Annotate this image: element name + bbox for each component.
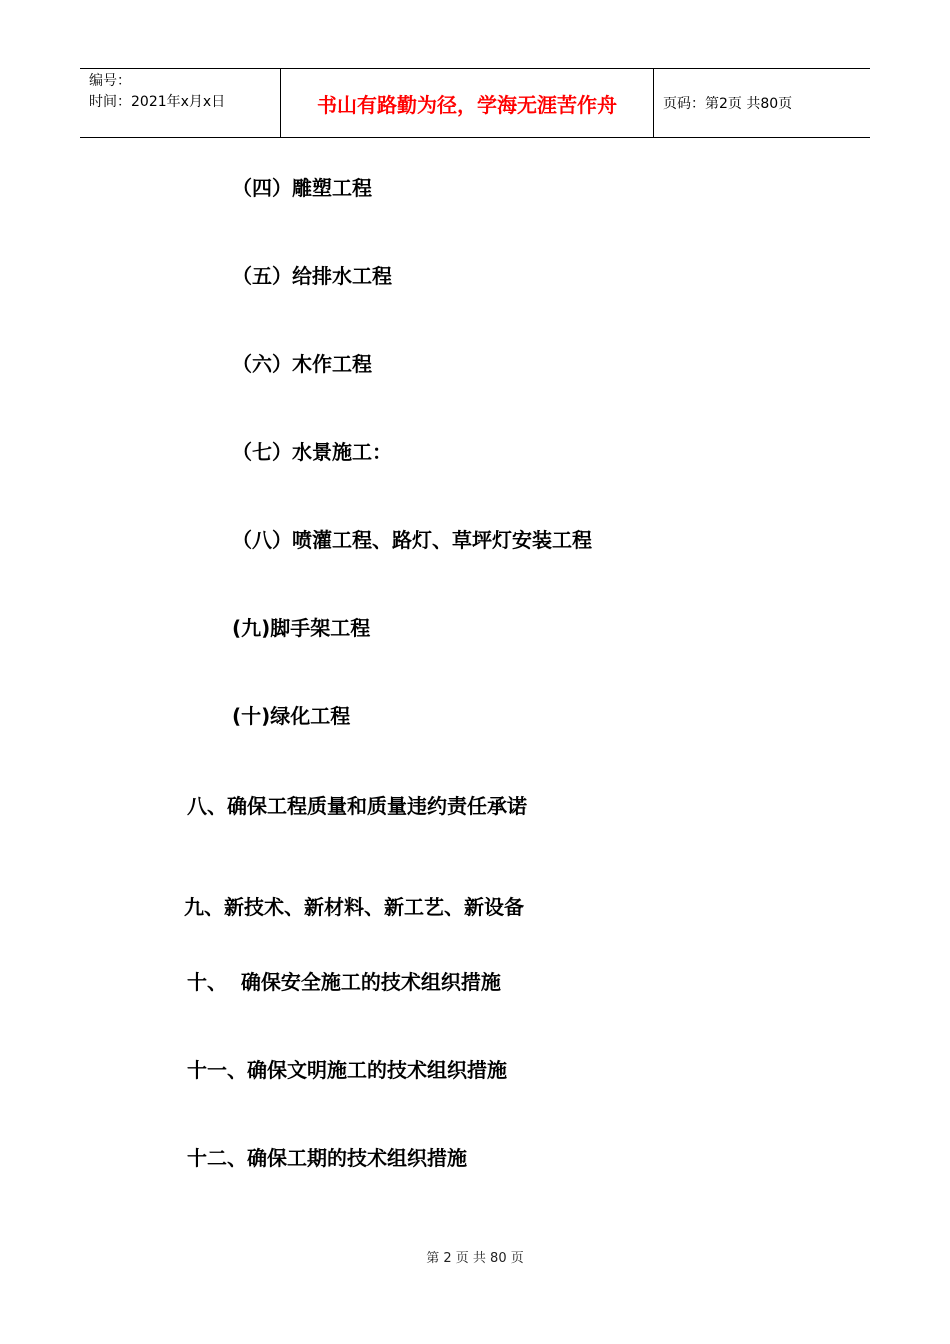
section-11: 十一、确保文明施工的技术组织措施 (187, 1058, 507, 1082)
section-10: 十、 确保安全施工的技术组织措施 (187, 970, 501, 994)
header-page-info: 页码：第2页 共80页 (663, 96, 793, 112)
toc-item-6: （六）木作工程 (232, 352, 372, 376)
toc-item-4: （四）雕塑工程 (232, 176, 372, 200)
section-12: 十二、确保工期的技术组织措施 (187, 1146, 467, 1170)
toc-item-5: （五）给排水工程 (232, 264, 392, 288)
header-meta (80, 69, 281, 137)
time-label: 时间：2021年x月x日 (89, 94, 226, 110)
header-motto: 书山有路勤为径，学海无涯苦作舟 (281, 69, 654, 137)
number-label: 编号： (89, 73, 131, 89)
page-header (80, 68, 870, 138)
page-footer: 第 2 页 共 80 页 (426, 1251, 524, 1266)
section-8: 八、确保工程质量和质量违约责任承诺 (187, 794, 527, 818)
section-9: 九、新技术、新材料、新工艺、新设备 (184, 895, 524, 919)
toc-item-9: (九)脚手架工程 (232, 616, 371, 640)
toc-item-8: （八）喷灌工程、路灯、草坪灯安装工程 (232, 528, 592, 552)
toc-item-7: （七）水景施工： (232, 440, 392, 464)
toc-item-10: (十)绿化工程 (232, 704, 351, 728)
